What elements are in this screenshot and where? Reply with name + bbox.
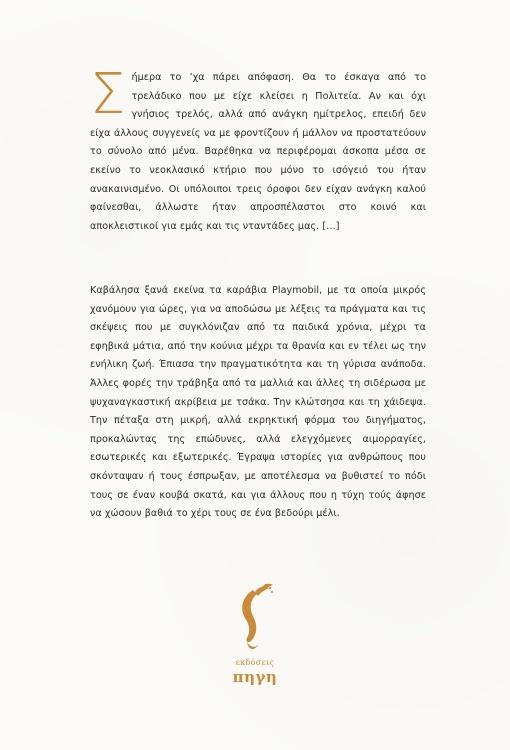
publisher-name: πηγη [232,668,278,686]
publisher-logo [225,582,285,692]
paragraph-2-text: Καβάλησα ξανά εκείνα τα καράβια Playmobil, με τα οποία μικρός χανόμουν για ώρες, για να αποδώσω με λέξεις τα πράγματα και τις σκέψεις που με συγκλόνιζαν από τα παιδικά χρόνια, μέχρι τα εφηβικά μάτια, από την κούνια μέχρι τα θρανία και εν τέλει ως την ενήλικη ζωή. Έπιασα την πραγματικότητα και τη γύρισα ανάποδα. Άλλες φορές την τράβηξα από τα μαλλιά και άλλες τη σιδέρωσα με ψυχαναγκαστική ακρίβεια με τσάκα. Την κλώτσησα και τη χάιδεψα. Την πέταξα στη μικρή, αλλά εκρηκτική φόρμα του διηγήματος, προκαλώντας της επώδυνες, αλλά ελεγχόμενες αιμορραγίες, εσωτερικές και εξωτερικές. Έγραψα ιστορίες για ανθρώπους που σκόνταψαν ή τους έσπρωξαν, με αποτέλεσμα να βυθιστεί το πόδι τους σε έναν κουβά σκατά, και για άλλους που η τύχη τούς άφησε να χώσουν βαθιά το χέρι τους σε ένα βεδούρι μέλι. [90,285,426,520]
paragraph-1-text: ήμερα το ’χα πάρει απόφαση. Θα το έσκαγα από το τρελάδικο που με είχε κλείσει η Πολιτεία. Αν και όχι γνήσιος τρελός, αλλά από ανάγκη ημίτρελος, επειδή δεν είχα άλλους συγγενείς να με φροντίζουν ή μάλλον να προστατεύουν το σύνολο από μένα. Βαρέθηκα να περιφέρομαι άσκοπα μέσα σε εκείνο το νεοκλασικό κτήριο που μόνο το ισόγειό του ήταν ανακαινισμένο. Οι υπόλοιποι τρεις όροφοι δεν είχαν ανάγκη καλού φαίνεσθαι, άλλωστε ήταν απροσπέλαστοι στο κοινό και αποκλειστικοί για εμάς και τις νταντάδες μας. […] [90,72,426,232]
publisher-label: εκδόσεις [235,658,275,667]
publisher-emblem-icon [225,582,285,658]
blurb-paragraph-2 [90,282,426,524]
blurb-paragraph-1 [90,62,426,236]
drop-cap: Σ [90,62,126,127]
